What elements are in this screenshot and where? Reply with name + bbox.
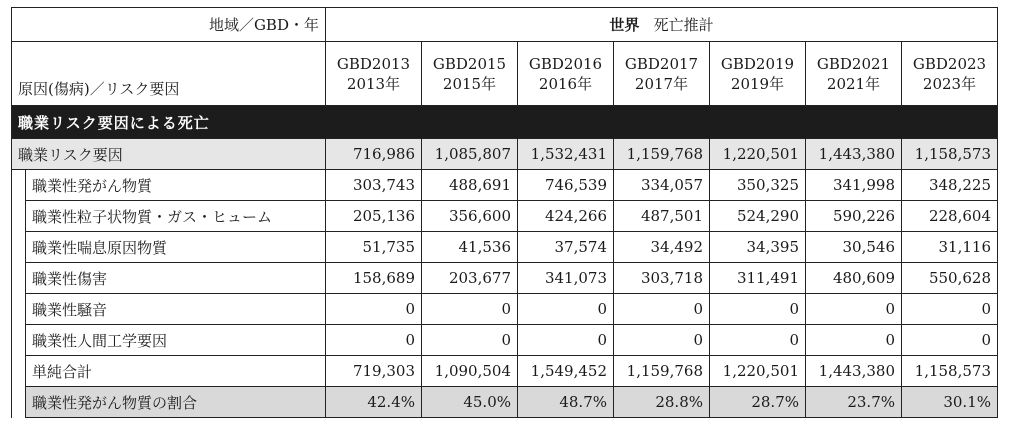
cell-value: 348,225 — [902, 170, 998, 201]
table-row — [12, 294, 998, 325]
header-row-top — [12, 8, 998, 42]
row-label: 職業性喘息原因物質 — [26, 232, 326, 263]
cell-value: 1,158,573 — [902, 139, 998, 170]
row-label: 単純合計 — [26, 356, 326, 387]
cell-value: 41,536 — [422, 232, 518, 263]
cell-value: 1,158,573 — [902, 356, 998, 387]
cell-value: 0 — [614, 294, 710, 325]
cell-value: 34,492 — [614, 232, 710, 263]
cell-value: 1,090,504 — [422, 356, 518, 387]
cell-value: 303,743 — [326, 170, 422, 201]
cell-value: 28.7% — [710, 387, 806, 418]
cell-value: 37,574 — [518, 232, 614, 263]
year-header: GBD2019 2019年 — [710, 42, 806, 106]
table-row — [12, 325, 998, 356]
cell-value: 42.4% — [326, 387, 422, 418]
corner-bottom-label: 原因(傷病)／リスク要因 — [12, 42, 326, 106]
row-label: 職業性傷害 — [26, 263, 326, 294]
cell-value: 0 — [614, 325, 710, 356]
death-estimates-table — [11, 7, 998, 418]
cell-value: 1,220,501 — [710, 356, 806, 387]
cell-value: 746,539 — [518, 170, 614, 201]
cell-value: 158,689 — [326, 263, 422, 294]
cell-value: 487,501 — [614, 201, 710, 232]
world-label: 世界 — [609, 16, 640, 34]
cell-value: 23.7% — [806, 387, 902, 418]
cell-value: 1,159,768 — [614, 139, 710, 170]
cell-value: 34,395 — [710, 232, 806, 263]
cell-value: 228,604 — [902, 201, 998, 232]
cell-value: 1,220,501 — [710, 139, 806, 170]
cell-value: 203,677 — [422, 263, 518, 294]
row-label: 職業性人間工学要因 — [26, 325, 326, 356]
section-title: 職業リスク要因による死亡 — [12, 106, 998, 139]
cell-value: 1,549,452 — [518, 356, 614, 387]
cell-value: 424,266 — [518, 201, 614, 232]
cell-value: 0 — [326, 325, 422, 356]
cell-value: 30,546 — [806, 232, 902, 263]
cell-value: 488,691 — [422, 170, 518, 201]
cell-value: 524,290 — [710, 201, 806, 232]
indent-spacer — [12, 387, 26, 418]
header-row-years — [12, 42, 998, 106]
table-row-ratio — [12, 387, 998, 418]
cell-value: 0 — [710, 294, 806, 325]
table-row — [12, 263, 998, 294]
section-header-row — [12, 106, 998, 139]
table-row-total — [12, 139, 998, 170]
year-header: GBD2017 2017年 — [614, 42, 710, 106]
cell-value: 0 — [518, 294, 614, 325]
cell-value: 334,057 — [614, 170, 710, 201]
cell-value: 31,116 — [902, 232, 998, 263]
cell-value: 205,136 — [326, 201, 422, 232]
table-row-sum — [12, 356, 998, 387]
year-header: GBD2023 2023年 — [902, 42, 998, 106]
cell-value: 28.8% — [614, 387, 710, 418]
row-label: 職業性発がん物質の割合 — [26, 387, 326, 418]
year-header: GBD2013 2013年 — [326, 42, 422, 106]
row-label: 職業性粒子状物質・ガス・ヒューム — [26, 201, 326, 232]
year-header: GBD2021 2021年 — [806, 42, 902, 106]
indent-spacer — [12, 170, 26, 201]
indent-spacer — [12, 201, 26, 232]
cell-value: 350,325 — [710, 170, 806, 201]
cell-value: 0 — [806, 325, 902, 356]
cell-value: 0 — [518, 325, 614, 356]
indent-spacer — [12, 325, 26, 356]
row-label: 職業性発がん物質 — [26, 170, 326, 201]
cell-value: 45.0% — [422, 387, 518, 418]
cell-value: 0 — [806, 294, 902, 325]
cell-value: 356,600 — [422, 201, 518, 232]
corner-top-label: 地域／GBD・年 — [12, 8, 326, 42]
cell-value: 341,998 — [806, 170, 902, 201]
statistics-table-container — [11, 7, 998, 418]
cell-value: 719,303 — [326, 356, 422, 387]
cell-value: 0 — [422, 294, 518, 325]
cell-value: 550,628 — [902, 263, 998, 294]
cell-value: 311,491 — [710, 263, 806, 294]
cell-value: 0 — [902, 294, 998, 325]
cell-value: 1,443,380 — [806, 139, 902, 170]
cell-value: 48.7% — [518, 387, 614, 418]
world-estimate-header — [326, 8, 998, 42]
cell-value: 303,718 — [614, 263, 710, 294]
indent-spacer — [12, 263, 26, 294]
cell-value: 0 — [422, 325, 518, 356]
table-row — [12, 232, 998, 263]
cell-value: 0 — [710, 325, 806, 356]
indent-spacer — [12, 232, 26, 263]
indent-spacer — [12, 294, 26, 325]
cell-value: 480,609 — [806, 263, 902, 294]
table-row — [12, 201, 998, 232]
cell-value: 51,735 — [326, 232, 422, 263]
cell-value: 30.1% — [902, 387, 998, 418]
death-estimate-label: 死亡推計 — [653, 16, 714, 34]
cell-value: 1,085,807 — [422, 139, 518, 170]
cell-value: 590,226 — [806, 201, 902, 232]
year-header: GBD2016 2016年 — [518, 42, 614, 106]
cell-value: 1,532,431 — [518, 139, 614, 170]
cell-value: 0 — [902, 325, 998, 356]
indent-spacer — [12, 356, 26, 387]
row-label: 職業リスク要因 — [12, 139, 326, 170]
cell-value: 0 — [326, 294, 422, 325]
cell-value: 341,073 — [518, 263, 614, 294]
table-row — [12, 170, 998, 201]
cell-value: 1,159,768 — [614, 356, 710, 387]
cell-value: 716,986 — [326, 139, 422, 170]
row-label: 職業性騒音 — [26, 294, 326, 325]
year-header: GBD2015 2015年 — [422, 42, 518, 106]
cell-value: 1,443,380 — [806, 356, 902, 387]
